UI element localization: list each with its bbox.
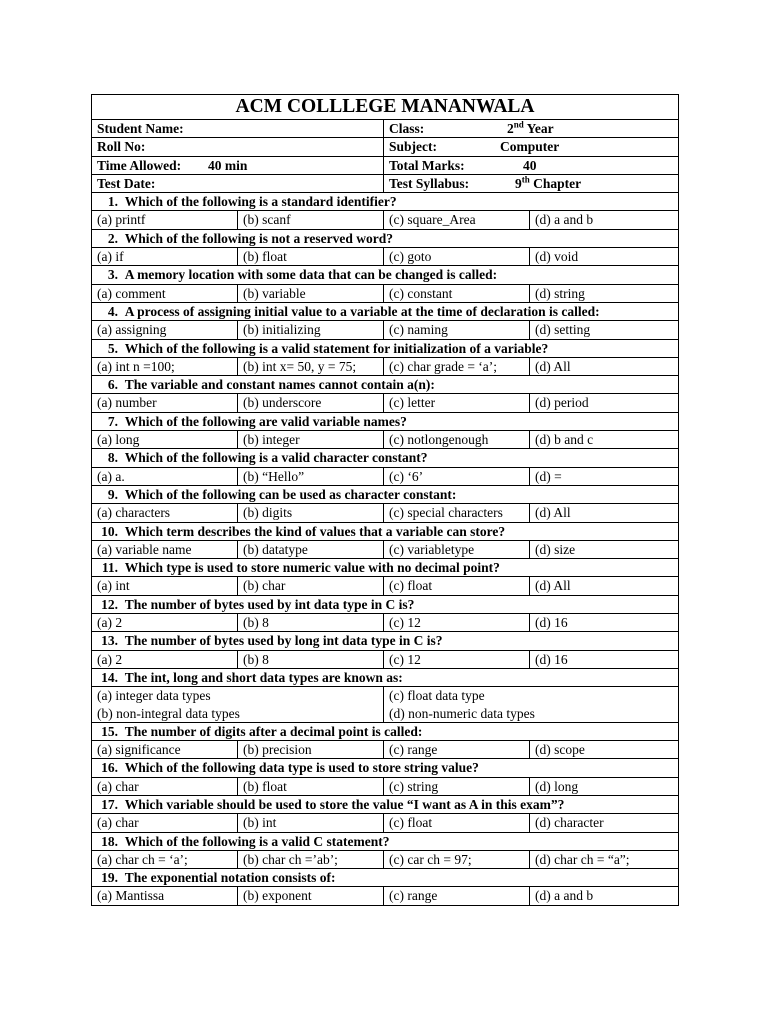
- question-number: 8.: [107, 450, 118, 466]
- answer-option: (d) All: [530, 504, 679, 522]
- question-number: 14.: [101, 669, 118, 685]
- question-row: [92, 595, 679, 613]
- question-text: Which of the following are valid variable names?: [124, 413, 407, 429]
- answer-option: (a) 2: [92, 614, 238, 632]
- header-row: [92, 174, 679, 192]
- question-number: 3.: [107, 267, 118, 283]
- options-row: [92, 248, 679, 266]
- answer-option: (c) string: [384, 777, 530, 795]
- question-row: [92, 376, 679, 394]
- answer-option: (c) constant: [384, 284, 530, 302]
- question-row: [92, 412, 679, 430]
- answer-option: (c) float data type: [384, 687, 679, 705]
- answer-option: (a) int n =100;: [92, 357, 238, 375]
- question-text: A process of assigning initial value to a variable at the time of declaration is called:: [124, 303, 600, 319]
- answer-option: (b) scanf: [238, 211, 384, 229]
- answer-option: (d) long: [530, 777, 679, 795]
- time-allowed-label: Time Allowed:: [97, 157, 182, 173]
- options-row: [92, 321, 679, 339]
- class-number: 2: [507, 121, 514, 136]
- answer-option: (b) underscore: [238, 394, 384, 412]
- question-text: The number of digits after a decimal point is called:: [124, 723, 423, 739]
- options-row: [92, 431, 679, 449]
- answer-option: (b) float: [238, 248, 384, 266]
- options-row: [92, 577, 679, 595]
- test-syllabus-label: Test Syllabus:: [389, 175, 470, 191]
- question-text: Which term describes the kind of values that a variable can store?: [124, 523, 506, 539]
- answer-option: (c) float: [384, 814, 530, 832]
- answer-option: (d) =: [530, 467, 679, 485]
- question-row: [92, 302, 679, 320]
- options-row: [92, 650, 679, 668]
- answer-option: (a) char: [92, 777, 238, 795]
- answer-option: (a) a.: [92, 467, 238, 485]
- answer-option: (a) comment: [92, 284, 238, 302]
- answer-option: (c) 12: [384, 614, 530, 632]
- question-number: 12.: [101, 596, 118, 612]
- total-marks-value: 40: [523, 157, 537, 173]
- question-number: 7.: [107, 413, 118, 429]
- answer-option: (d) setting: [530, 321, 679, 339]
- question-text-cell: [92, 485, 679, 503]
- answer-option: (b) int: [238, 814, 384, 832]
- question-text-cell: [92, 412, 679, 430]
- answer-option: (b) 8: [238, 650, 384, 668]
- answer-option: (d) a and b: [530, 211, 679, 229]
- question-text-cell: [92, 632, 679, 650]
- class-label: Class:: [389, 121, 425, 136]
- question-row: [92, 869, 679, 887]
- question-text: Which of the following is a valid statement for initialization of a variable?: [124, 340, 549, 356]
- options-row: [92, 741, 679, 759]
- answer-option: (d) All: [530, 577, 679, 595]
- syllabus-suffix: th: [521, 174, 530, 185]
- class-field: [384, 120, 679, 138]
- title-row: [92, 95, 679, 120]
- question-text: The variable and constant names cannot contain a(n):: [124, 377, 435, 393]
- answer-option: (a) char ch = ‘a’;: [92, 850, 238, 868]
- subject-label: Subject:: [389, 139, 437, 155]
- options-row: [92, 614, 679, 632]
- question-number: 5.: [107, 340, 118, 356]
- question-number: 16.: [101, 760, 118, 776]
- answer-option: (a) int: [92, 577, 238, 595]
- answer-option: (a) if: [92, 248, 238, 266]
- question-row: [92, 632, 679, 650]
- answer-option: (a) Mantissa: [92, 887, 238, 905]
- answer-option: (a) assigning: [92, 321, 238, 339]
- question-row: [92, 522, 679, 540]
- class-suffix: nd: [513, 119, 524, 130]
- answer-option: (a) significance: [92, 741, 238, 759]
- answer-option: (d) b and c: [530, 431, 679, 449]
- answer-option: (c) 12: [384, 650, 530, 668]
- roll-no-label: Roll No:: [92, 138, 384, 156]
- answer-option: (d) string: [530, 284, 679, 302]
- answer-option: (d) scope: [530, 741, 679, 759]
- question-number: 15.: [101, 723, 118, 739]
- options-row: [92, 814, 679, 832]
- answer-option: (c) special characters: [384, 504, 530, 522]
- answer-option: (b) “Hello”: [238, 467, 384, 485]
- question-number: 11.: [101, 560, 118, 576]
- class-word: Year: [526, 121, 554, 136]
- answer-option: (c) char grade = ‘a’;: [384, 357, 530, 375]
- answer-option: (b) char ch =’ab’;: [238, 850, 384, 868]
- syllabus-word: Chapter: [533, 175, 582, 191]
- answer-option: (b) digits: [238, 504, 384, 522]
- question-text-cell: [92, 449, 679, 467]
- test-syllabus-field: [384, 174, 679, 192]
- question-text-cell: [92, 722, 679, 740]
- answer-option: (c) range: [384, 741, 530, 759]
- answer-option: (d) a and b: [530, 887, 679, 905]
- options-row: [92, 540, 679, 558]
- answer-option: (b) precision: [238, 741, 384, 759]
- question-text: The number of bytes used by int data type in C is?: [124, 596, 415, 612]
- answer-option: (c) ‘6’: [384, 467, 530, 485]
- question-row: [92, 193, 679, 211]
- question-number: 1.: [107, 194, 118, 210]
- header-row: [92, 120, 679, 138]
- question-number: 19.: [101, 870, 118, 886]
- question-text: The number of bytes used by long int data type in C is?: [124, 633, 443, 649]
- answer-option: (b) int x= 50, y = 75;: [238, 357, 384, 375]
- question-text: Which type is used to store numeric value with no decimal point?: [124, 560, 500, 576]
- student-name-label: Student Name:: [92, 120, 384, 138]
- header-row: [92, 156, 679, 174]
- answer-option: (c) car ch = 97;: [384, 850, 530, 868]
- question-text: Which of the following is a standard identifier?: [124, 194, 397, 210]
- answer-option: (c) naming: [384, 321, 530, 339]
- question-number: 18.: [101, 833, 118, 849]
- question-row: [92, 668, 679, 686]
- answer-option: (a) char: [92, 814, 238, 832]
- total-marks-label: Total Marks:: [389, 157, 465, 173]
- question-text: The int, long and short data types are known as:: [124, 669, 403, 685]
- subject-field: [384, 138, 679, 156]
- header-row: [92, 138, 679, 156]
- answer-option: (b) exponent: [238, 887, 384, 905]
- question-number: 10.: [101, 523, 118, 539]
- answer-option: (b) integer: [238, 431, 384, 449]
- options-row: [92, 504, 679, 522]
- answer-option: (b) datatype: [238, 540, 384, 558]
- question-text-cell: [92, 869, 679, 887]
- answer-option: (d) non-numeric data types: [384, 705, 679, 723]
- options-row: [92, 357, 679, 375]
- answer-option: (a) number: [92, 394, 238, 412]
- options-row: [92, 687, 679, 705]
- question-number: 13.: [101, 633, 118, 649]
- subject-value: Computer: [500, 139, 560, 155]
- answer-option: (c) goto: [384, 248, 530, 266]
- question-row: [92, 832, 679, 850]
- question-row: [92, 722, 679, 740]
- answer-option: (b) char: [238, 577, 384, 595]
- question-row: [92, 795, 679, 813]
- question-row: [92, 559, 679, 577]
- question-text-cell: [92, 559, 679, 577]
- options-row: [92, 211, 679, 229]
- question-text: Which of the following can be used as character constant:: [124, 486, 457, 502]
- question-row: [92, 485, 679, 503]
- question-number: 17.: [101, 796, 118, 812]
- answer-option: (a) integer data types: [92, 687, 384, 705]
- question-number: 2.: [107, 230, 118, 246]
- options-row: [92, 467, 679, 485]
- answer-option: (c) float: [384, 577, 530, 595]
- question-text-cell: [92, 376, 679, 394]
- answer-option: (d) 16: [530, 650, 679, 668]
- test-paper-table: [91, 94, 679, 906]
- question-text: Which of the following data type is used to store string value?: [124, 760, 479, 776]
- question-row: [92, 449, 679, 467]
- time-allowed-value: 40 min: [208, 157, 248, 173]
- question-text-cell: [92, 229, 679, 247]
- answer-option: (a) printf: [92, 211, 238, 229]
- answer-option: (b) non-integral data types: [92, 705, 384, 723]
- question-text: Which of the following is not a reserved word?: [124, 230, 393, 246]
- answer-option: (d) All: [530, 357, 679, 375]
- options-row: [92, 284, 679, 302]
- total-marks-field: [384, 156, 679, 174]
- question-text-cell: [92, 668, 679, 686]
- question-text-cell: [92, 193, 679, 211]
- question-text-cell: [92, 339, 679, 357]
- question-number: 6.: [107, 377, 118, 393]
- answer-option: (d) void: [530, 248, 679, 266]
- answer-option: (c) variabletype: [384, 540, 530, 558]
- question-number: 4.: [107, 303, 118, 319]
- answer-option: (c) notlongenough: [384, 431, 530, 449]
- question-text-cell: [92, 759, 679, 777]
- options-row: [92, 850, 679, 868]
- options-row: [92, 887, 679, 905]
- answer-option: (d) character: [530, 814, 679, 832]
- answer-option: (b) 8: [238, 614, 384, 632]
- answer-option: (d) char ch = “a”;: [530, 850, 679, 868]
- syllabus-number: 9: [515, 175, 522, 191]
- question-text-cell: [92, 522, 679, 540]
- question-text: A memory location with some data that can be changed is called:: [124, 267, 498, 283]
- question-number: 9.: [107, 486, 118, 502]
- answer-option: (d) size: [530, 540, 679, 558]
- answer-option: (d) period: [530, 394, 679, 412]
- question-row: [92, 266, 679, 284]
- question-row: [92, 229, 679, 247]
- question-text: Which of the following is a valid C statement?: [124, 833, 390, 849]
- question-text: Which of the following is a valid character constant?: [124, 450, 428, 466]
- answer-option: (a) characters: [92, 504, 238, 522]
- question-text-cell: [92, 832, 679, 850]
- test-date-label: Test Date:: [92, 174, 384, 192]
- question-row: [92, 759, 679, 777]
- answer-option: (b) float: [238, 777, 384, 795]
- options-row: [92, 777, 679, 795]
- question-text-cell: [92, 795, 679, 813]
- answer-option: (d) 16: [530, 614, 679, 632]
- options-row: [92, 394, 679, 412]
- question-text: The exponential notation consists of:: [124, 870, 336, 886]
- answer-option: (c) letter: [384, 394, 530, 412]
- answer-option: (b) variable: [238, 284, 384, 302]
- options-row: [92, 705, 679, 723]
- answer-option: (c) range: [384, 887, 530, 905]
- college-title: ACM COLLLEGE MANANWALA: [92, 95, 679, 120]
- question-text-cell: [92, 595, 679, 613]
- question-text-cell: [92, 302, 679, 320]
- answer-option: (a) 2: [92, 650, 238, 668]
- question-row: [92, 339, 679, 357]
- question-text: Which variable should be used to store the value “I want as A in this exam”?: [124, 796, 565, 812]
- time-allowed-field: [92, 156, 384, 174]
- answer-option: (a) long: [92, 431, 238, 449]
- answer-option: (c) square_Area: [384, 211, 530, 229]
- answer-option: (b) initializing: [238, 321, 384, 339]
- answer-option: (a) variable name: [92, 540, 238, 558]
- question-text-cell: [92, 266, 679, 284]
